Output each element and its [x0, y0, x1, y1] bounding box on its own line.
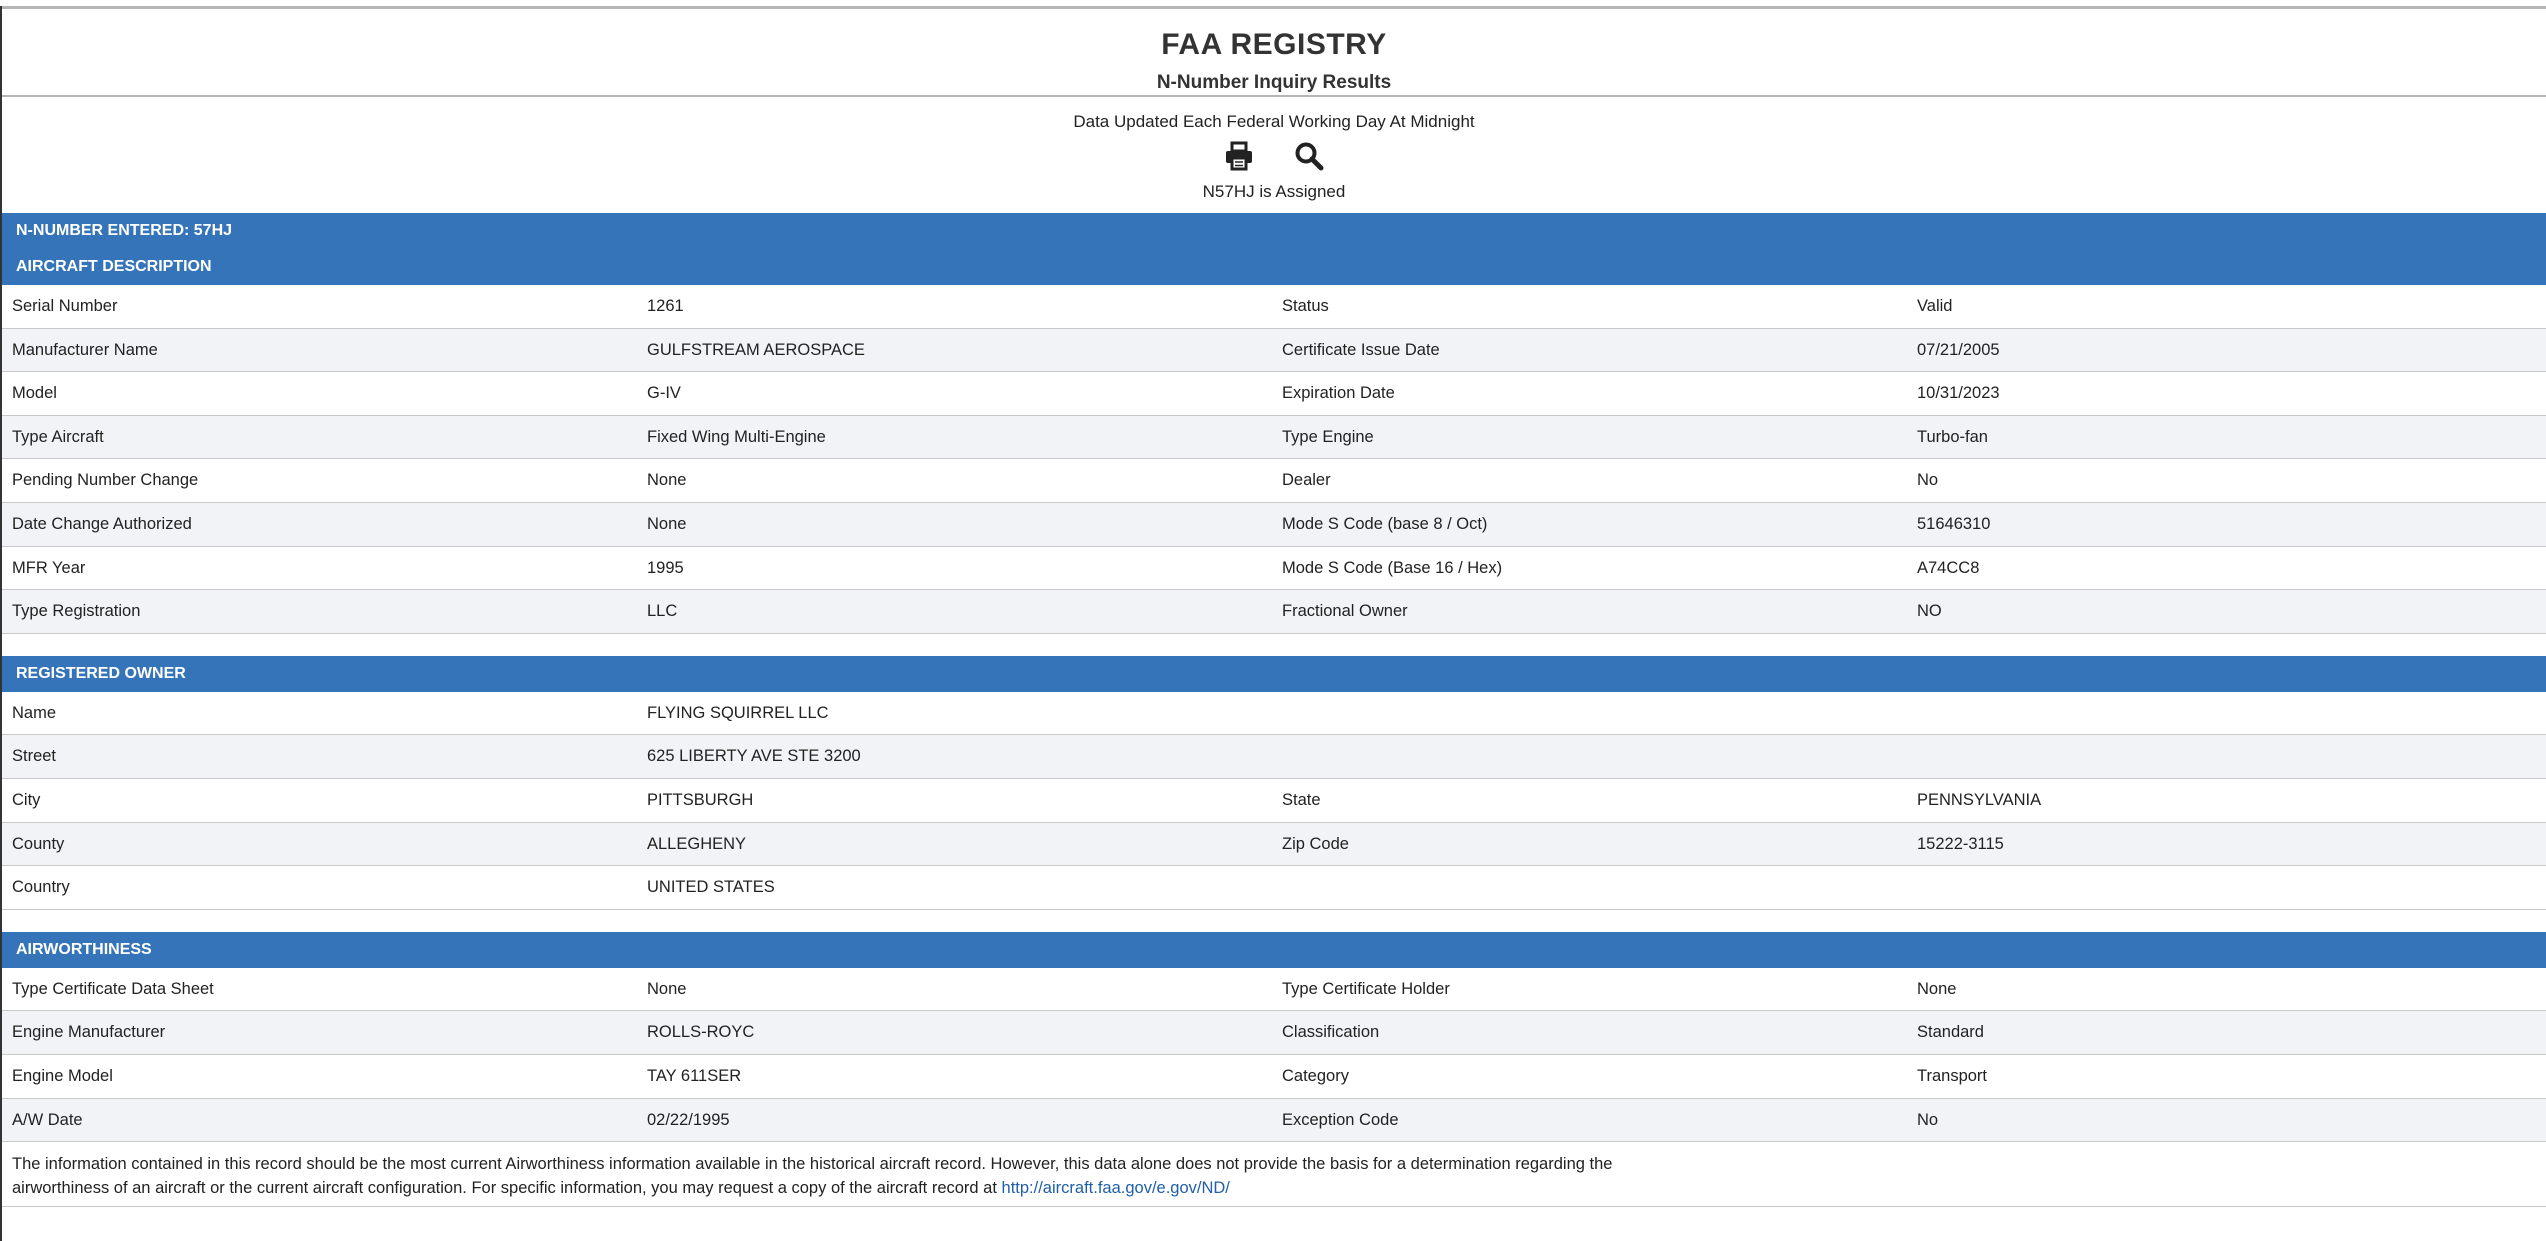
table-row [2, 547, 2546, 591]
field-label: Country [12, 878, 70, 897]
action-icons [2, 141, 2546, 179]
registered-owner-table [2, 692, 2546, 910]
field-value [1907, 866, 2542, 909]
field-value: 625 LIBERTY AVE STE 3200 [647, 747, 861, 766]
field-value: 07/21/2005 [1917, 340, 2000, 359]
table-row [2, 735, 2546, 779]
field-label: MFR Year [12, 558, 86, 577]
field-label: Engine Manufacturer [12, 1023, 166, 1042]
field-value: 1261 [647, 297, 684, 315]
airworthiness-table [2, 968, 2546, 1142]
table-row [2, 329, 2546, 373]
field-value [1907, 735, 2542, 778]
field-label: Pending Number Change [12, 471, 199, 490]
table-row [2, 590, 2546, 634]
field-label: Type Certificate Data Sheet [12, 979, 214, 998]
table-row [2, 823, 2546, 867]
field-value: No [1917, 471, 1939, 490]
field-label: Type Aircraft [12, 427, 104, 446]
airworthiness-disclaimer [2, 1142, 1702, 1206]
field-value: None [647, 471, 687, 490]
field-label: Exception Code [1282, 1110, 1399, 1129]
bottom-divider [2, 1206, 2546, 1207]
field-value: Turbo-fan [1917, 427, 1988, 446]
field-value: PITTSBURGH [647, 790, 754, 809]
page-subtitle: N-Number Inquiry Results [1156, 72, 1392, 93]
field-label: Certificate Issue Date [1282, 340, 1440, 359]
field-label: Dealer [1282, 471, 1331, 490]
table-row [2, 459, 2546, 503]
field-value: ALLEGHENY [647, 834, 747, 853]
search-icon[interactable] [1294, 141, 1324, 176]
nnumber-entered-bar: N-NUMBER ENTERED: 57HJ [2, 213, 2546, 249]
field-label: City [12, 790, 41, 809]
field-label: Mode S Code (Base 16 / Hex) [1282, 558, 1503, 577]
field-value: FLYING SQUIRREL LLC [647, 703, 829, 722]
field-label: Type Registration [12, 602, 141, 621]
print-icon[interactable] [1224, 141, 1254, 176]
table-row [2, 1011, 2546, 1055]
field-value: Standard [1917, 1023, 1984, 1042]
table-row [2, 285, 2546, 329]
aircraft-description-table [2, 285, 2546, 634]
field-label: Date Change Authorized [12, 514, 192, 533]
table-row [2, 779, 2546, 823]
field-value [1907, 692, 2542, 735]
field-label: Type Engine [1282, 427, 1374, 446]
field-value: Valid [1917, 297, 1953, 315]
field-value: None [647, 979, 687, 998]
field-value: NO [1917, 602, 1942, 621]
table-row [2, 416, 2546, 460]
field-value: None [647, 514, 687, 533]
field-label: A/W Date [12, 1110, 83, 1129]
assignment-status: N57HJ is Assigned [1202, 182, 1346, 201]
field-label: County [12, 834, 65, 853]
update-notice: Data Updated Each Federal Working Day At Midnight [1073, 112, 1475, 131]
field-label: Type Certificate Holder [1282, 979, 1450, 998]
field-label: Zip Code [1282, 834, 1349, 853]
field-value: 02/22/1995 [647, 1110, 730, 1129]
field-label: Classification [1282, 1023, 1380, 1042]
field-value: TAY 611SER [647, 1066, 742, 1085]
table-row [2, 1055, 2546, 1099]
field-value: ROLLS-ROYC [647, 1023, 755, 1042]
field-label: Model [12, 384, 57, 403]
table-row [2, 968, 2546, 1012]
aircraft-description-header: AIRCRAFT DESCRIPTION [2, 249, 2546, 285]
disclaimer-text: The information contained in this record should be the most current Airworthiness information available in the historical aircraft record. However, this data alone does not provide the basis for a determination regarding the airworthiness of an aircraft or the current aircraft configuration. For specific information, you may request a copy of the aircraft record at [12, 1155, 1613, 1198]
table-row [2, 692, 2546, 736]
field-value: G-IV [647, 384, 681, 403]
field-label: Serial Number [12, 297, 118, 315]
field-value: 51646310 [1917, 514, 1991, 533]
field-label: State [1282, 790, 1321, 809]
field-label: Category [1282, 1066, 1349, 1085]
field-value: UNITED STATES [647, 878, 775, 897]
header-divider [2, 95, 2546, 97]
field-value: None [1917, 979, 1957, 998]
field-value: LLC [647, 602, 678, 621]
field-label: Engine Model [12, 1066, 113, 1085]
airworthiness-header: AIRWORTHINESS [2, 932, 2546, 968]
table-row [2, 1099, 2546, 1143]
page-title: FAA REGISTRY [1161, 28, 1387, 61]
page-header [2, 9, 2546, 93]
table-row [2, 503, 2546, 547]
table-row [2, 866, 2546, 910]
field-value: GULFSTREAM AEROSPACE [647, 340, 865, 359]
field-label: Name [12, 703, 57, 722]
field-label [1272, 735, 1907, 778]
field-value: 1995 [647, 558, 684, 577]
registered-owner-header: REGISTERED OWNER [2, 656, 2546, 692]
field-value: 15222-3115 [1917, 834, 2004, 853]
field-value: A74CC8 [1917, 558, 1980, 577]
field-label: Fractional Owner [1282, 602, 1408, 621]
aircraft-record-link[interactable]: http://aircraft.faa.gov/e.gov/ND/ [1001, 1179, 1230, 1198]
field-label: Manufacturer Name [12, 340, 158, 359]
field-label: Expiration Date [1282, 384, 1395, 403]
field-value: 10/31/2023 [1917, 384, 2000, 403]
field-value: Transport [1917, 1066, 1987, 1085]
field-label: Status [1282, 297, 1329, 315]
field-label: Mode S Code (base 8 / Oct) [1282, 514, 1488, 533]
field-label [1272, 692, 1907, 735]
field-label: Street [12, 747, 57, 766]
field-value: No [1917, 1110, 1939, 1129]
table-row [2, 372, 2546, 416]
field-label [1272, 866, 1907, 909]
field-value: PENNSYLVANIA [1917, 790, 2042, 809]
field-value: Fixed Wing Multi-Engine [647, 427, 826, 446]
